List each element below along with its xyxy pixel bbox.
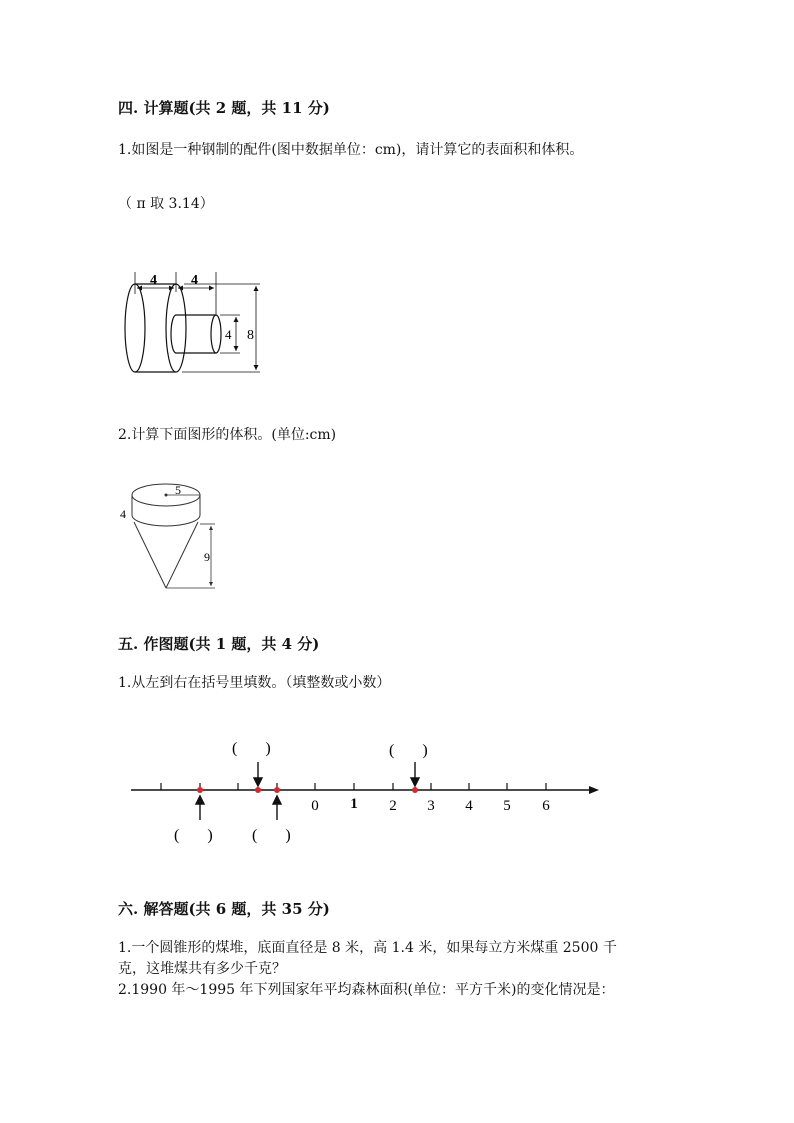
blank-top-left[interactable]: ( )	[232, 740, 271, 757]
radius-label: 5	[175, 483, 181, 497]
dim-right-label: 4	[191, 273, 198, 288]
question-6-1-line1: 1.一个圆锥形的煤堆，底面直径是 8 米，高 1.4 米，如果每立方米煤重 2500 千	[118, 940, 617, 956]
blank-bottom-left[interactable]: ( )	[174, 827, 213, 844]
section-4-heading: 四. 计算题(共 2 题，共 11 分)	[118, 99, 330, 117]
point-c	[274, 787, 280, 793]
dim-outer-label: 8	[247, 328, 254, 343]
question-4-2-text: 2.计算下面图形的体积。(单位:cm)	[118, 427, 337, 443]
cylinder-height-label: 4	[120, 507, 126, 521]
cone-height-label: 9	[204, 550, 210, 564]
tick-label-2: 2	[389, 798, 397, 814]
question-6-2-text: 2.1990 年～1995 年下列国家年平均森林面积(单位：平方千米)的变化情况是：	[118, 982, 615, 998]
point-b	[255, 787, 261, 793]
point-a	[197, 787, 203, 793]
question-6-1-line2: 克，这堆煤共有多少千克？	[118, 961, 286, 977]
blank-bottom-middle[interactable]: ( )	[252, 827, 291, 844]
tick-label-5: 5	[503, 798, 511, 814]
tick-label-1: 1	[350, 796, 358, 812]
section-6-heading: 六. 解答题(共 6 题，共 35 分)	[118, 900, 330, 918]
point-d	[412, 787, 418, 793]
cylinder-cone-figure	[118, 472, 228, 594]
section-5-heading: 五. 作图题(共 1 题，共 4 分)	[118, 635, 320, 653]
pi-note: （ π 取 3.14）	[118, 196, 214, 212]
blank-top-right[interactable]: ( )	[389, 742, 428, 759]
dim-left-label: 4	[150, 273, 157, 288]
tick-label-4: 4	[465, 798, 473, 814]
question-4-1-text: 1.如图是一种钢制的配件(图中数据单位：cm)，请计算它的表面积和体积。	[118, 142, 584, 158]
number-line-figure	[125, 730, 605, 855]
tick-label-3: 3	[427, 798, 435, 814]
tick-label-0: 0	[311, 798, 319, 814]
dim-inner-label: 4	[225, 327, 232, 342]
steel-fitting-figure	[118, 262, 268, 380]
tick-label-6: 6	[542, 798, 550, 814]
question-5-1-text: 1.从左到右在括号里填数。（填整数或小数）	[118, 675, 391, 691]
